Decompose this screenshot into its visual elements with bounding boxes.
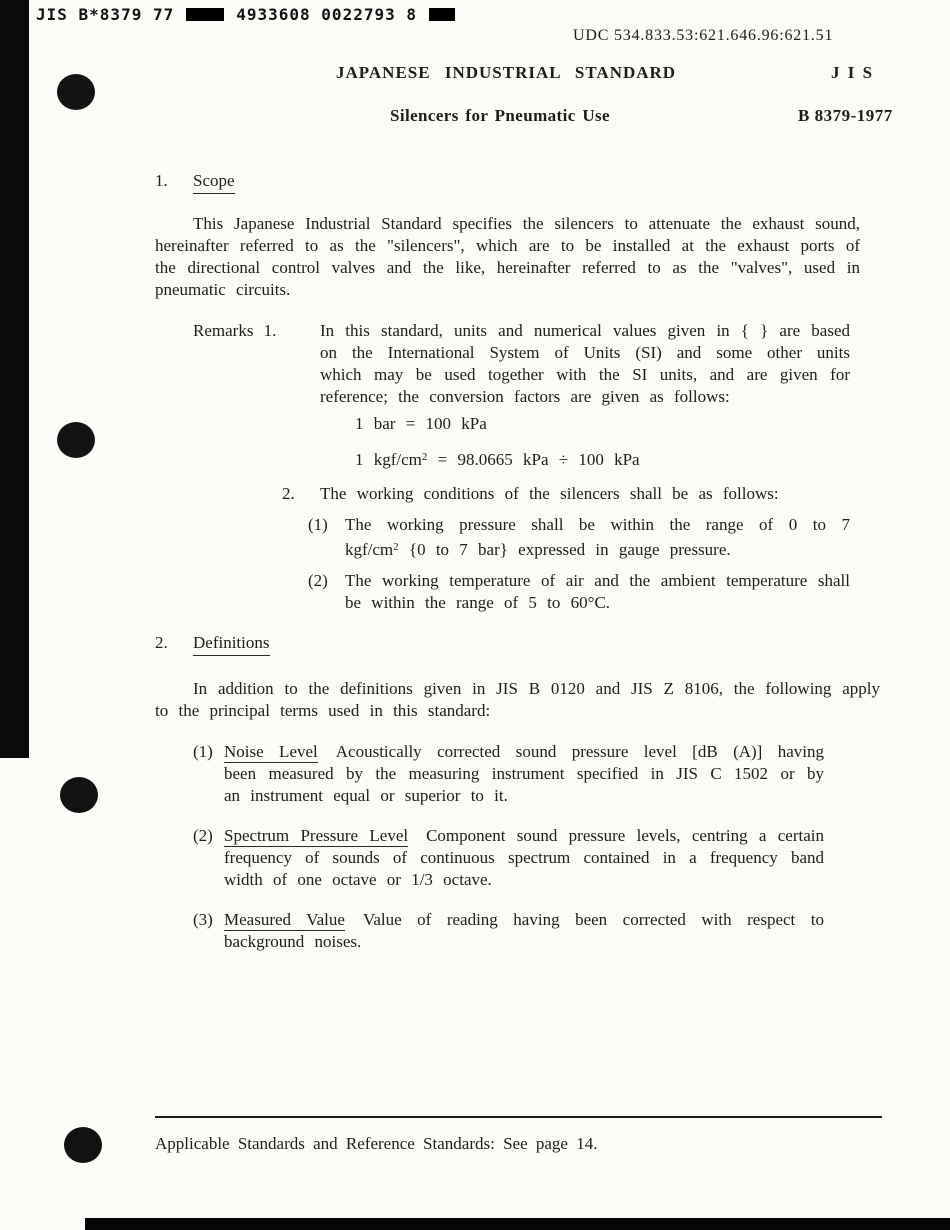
condition-text: The working pressure shall be within the range of 0 to 7 kgf/$cm^2$ {0 to 7 bar} expressed in gauge pressure. [345,515,850,559]
definition-number: (2) [193,826,213,845]
scope-paragraph: This Japanese Industrial Standard specifies the silencers to attenuate the exhaust sound, hereinafter referred to as the "silencers", which are to be installed at the exhaust ports of the directional control valves and the like, hereinafter referred to as the "valves", used in pneumatic circuits. [155,214,860,299]
definition-number: (3) [193,910,213,929]
udc-number: UDC 534.833.53:621.646.96:621.51 [573,27,834,44]
barcode-block [429,8,455,21]
definitions-intro: In addition to the definitions given in JIS B 0120 and JIS Z 8106, the following apply to the principal terms used in this standard: [155,679,880,720]
section-definitions-heading [155,632,882,656]
definition-item [193,741,882,807]
scan-edge-strip [0,0,29,758]
conversion-factor-2: 1 kgf/$cm^2 = 98.0665$ kPa ÷ 100 kPa [355,450,640,469]
section-scope-heading [155,170,882,194]
working-condition-1 [308,514,882,561]
definition-item [193,909,882,953]
definition-body [224,909,824,953]
definition-item [193,825,882,891]
scan-code-left: JIS B*8379 77 [36,5,175,24]
scan-code-line [36,5,455,24]
definition-term: Measured Value [224,910,345,929]
section-number: 1. [155,171,168,190]
condition-number: (2) [308,571,328,590]
definition-body [224,825,824,891]
definition-text: Acoustically corrected sound pressure level [dB (A)] having been measured by the measuring instrument specified in JIS C 1502 or by an instrument equal or superior to it. [224,742,825,805]
definition-term: Noise Level [224,742,318,761]
standard-number: B 8379-1977 [798,106,893,125]
jis-label: J I S [831,63,875,82]
definition-number: (1) [193,742,213,761]
punch-hole-mark [57,422,95,458]
barcode-block [186,8,224,21]
conversion-factor-1: 1 bar = 100 kPa [355,414,487,433]
condition-text: The working temperature of air and the ambient temperature shall be within the range of 5 to 60°C. [345,571,850,612]
punch-hole-mark [57,74,95,110]
remarks-label: Remarks 1. [193,321,277,340]
remarks-item-1 [193,320,882,408]
footer-divider [155,1116,882,1118]
punch-hole-mark [60,777,98,813]
condition-number: (1) [308,515,328,534]
definition-text: Value of reading having been corrected with respect to background noises. [224,910,824,951]
remarks-text: In this standard, units and numerical values given in { } are based on the International System of Units (SI) and some other units which may be used together with the SI units, and are given for reference; the conversion factors are given as follows: [320,321,850,406]
definition-text: Component sound pressure levels, centring a certain frequency of sounds of continuous spectrum contained in a frequency band width of one octave or 1/3 octave. [224,826,824,889]
remarks-item-2 [282,483,882,505]
scan-bottom-bar [85,1218,950,1230]
section-title: Definitions [193,632,270,656]
document-body [155,170,882,953]
definition-body [224,741,824,807]
punch-hole-mark [64,1127,102,1163]
section-number: 2. [155,633,168,652]
working-condition-2 [308,570,882,614]
footer-note: Applicable Standards and Reference Standards: See page 14. [155,1134,598,1153]
scan-code-right: 4933608 0022793 8 [236,5,417,24]
definition-term: Spectrum Pressure Level [224,826,409,845]
document-subtitle: Silencers for Pneumatic Use [390,106,610,125]
section-title: Scope [193,170,235,194]
document-title: JAPANESE INDUSTRIAL STANDARD [336,63,677,82]
remarks-2-label: 2. [282,484,295,503]
remarks-2-text: The working conditions of the silencers shall be as follows: [320,484,779,503]
